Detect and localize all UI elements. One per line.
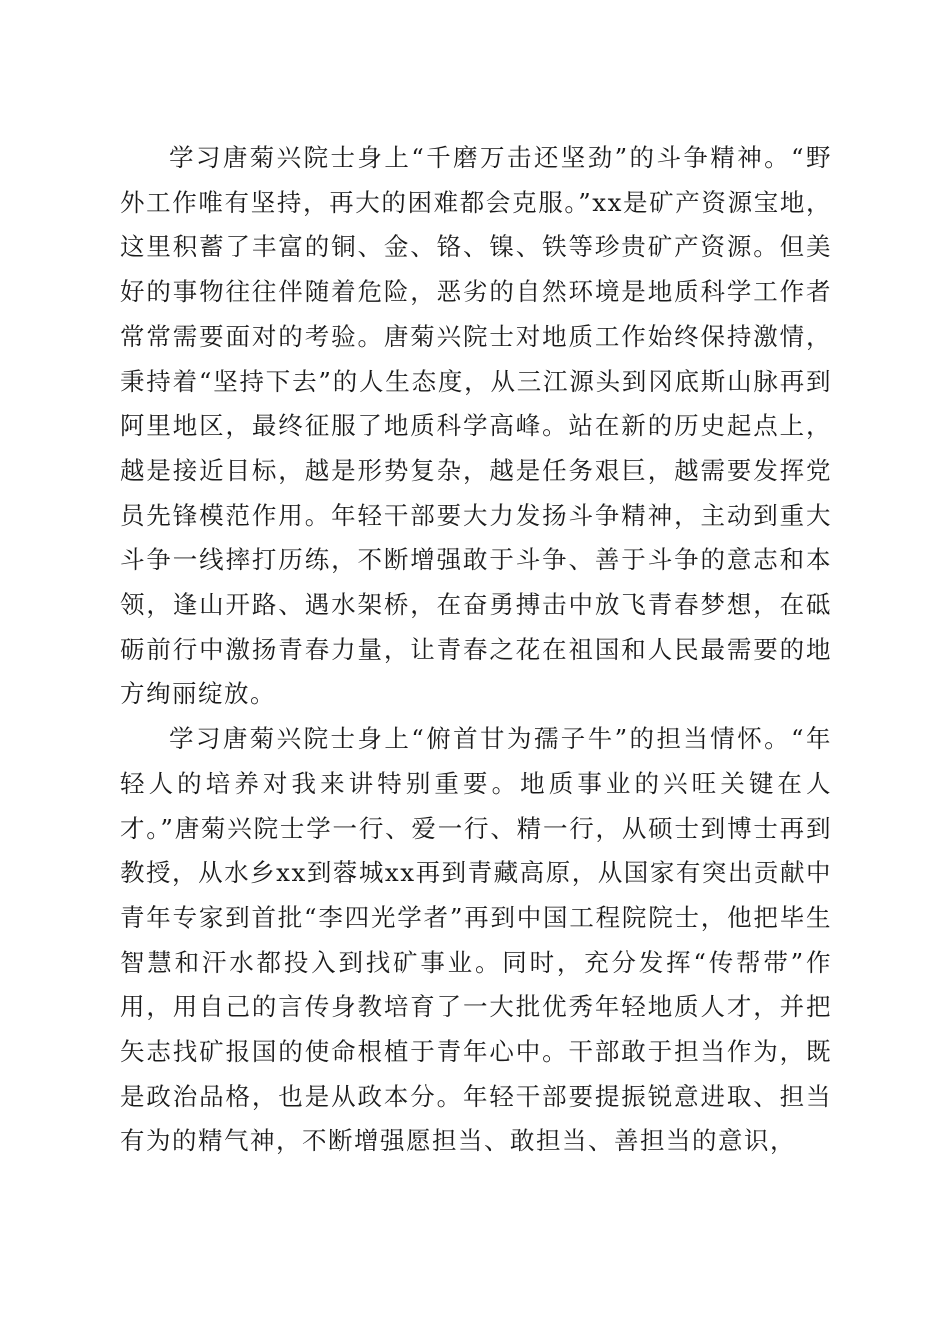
- document-body: [120, 136, 832, 1164]
- paragraph-struggle-spirit: 学习唐菊兴院士身上“千磨万击还坚劲”的斗争精神。“野外工作唯有坚持，再大的困难都会克服。”xx是矿产资源宝地，这里积蓄了丰富的铜、金、铬、镍、铁等珍贵矿产资源。但美好的事物往往伴随着危险，恶劣的自然环境是地质科学工作者常常需要面对的考验。唐菊兴院士对地质工作始终保持激情，秉持着“坚持下去”的人生态度，从三江源头到冈底斯山脉再到阿里地区，最终征服了地质科学高峰。站在新的历史起点上，越是接近目标，越是形势复杂，越是任务艰巨，越需要发挥党员先锋模范作用。年轻干部要大力发扬斗争精神，主动到重大斗争一线摔打历练，不断增强敢于斗争、善于斗争的意志和本领，逢山开路、遇水架桥，在奋勇搏击中放飞青春梦想，在砥砺前行中激扬青春力量，让青春之花在祖国和人民最需要的地方绚丽绽放。: [120, 143, 832, 709]
- paragraph-responsibility: 学习唐菊兴院士身上“俯首甘为孺子牛”的担当情怀。“年轻人的培养对我来讲特别重要。地质事业的兴旺关键在人才。”唐菊兴院士学一行、爱一行、精一行，从硕士到博士再到教授，从水乡xx到蓉城xx再到青藏高原，从国家有突出贡献中青年专家到首批“李四光学者”再到中国工程院院士，他把毕生智慧和汗水都投入到找矿事业。同时，充分发挥“传帮带”作用，用自己的言传身教培育了一大批优秀年轻地质人才，并把矢志找矿报国的使命根植于青年心中。干部敢于担当作为，既是政治品格，也是从政本分。年轻干部要提振锐意进取、担当有为的精气神，不断增强愿担当、敢担当、善担当的意识，: [120, 724, 832, 1156]
